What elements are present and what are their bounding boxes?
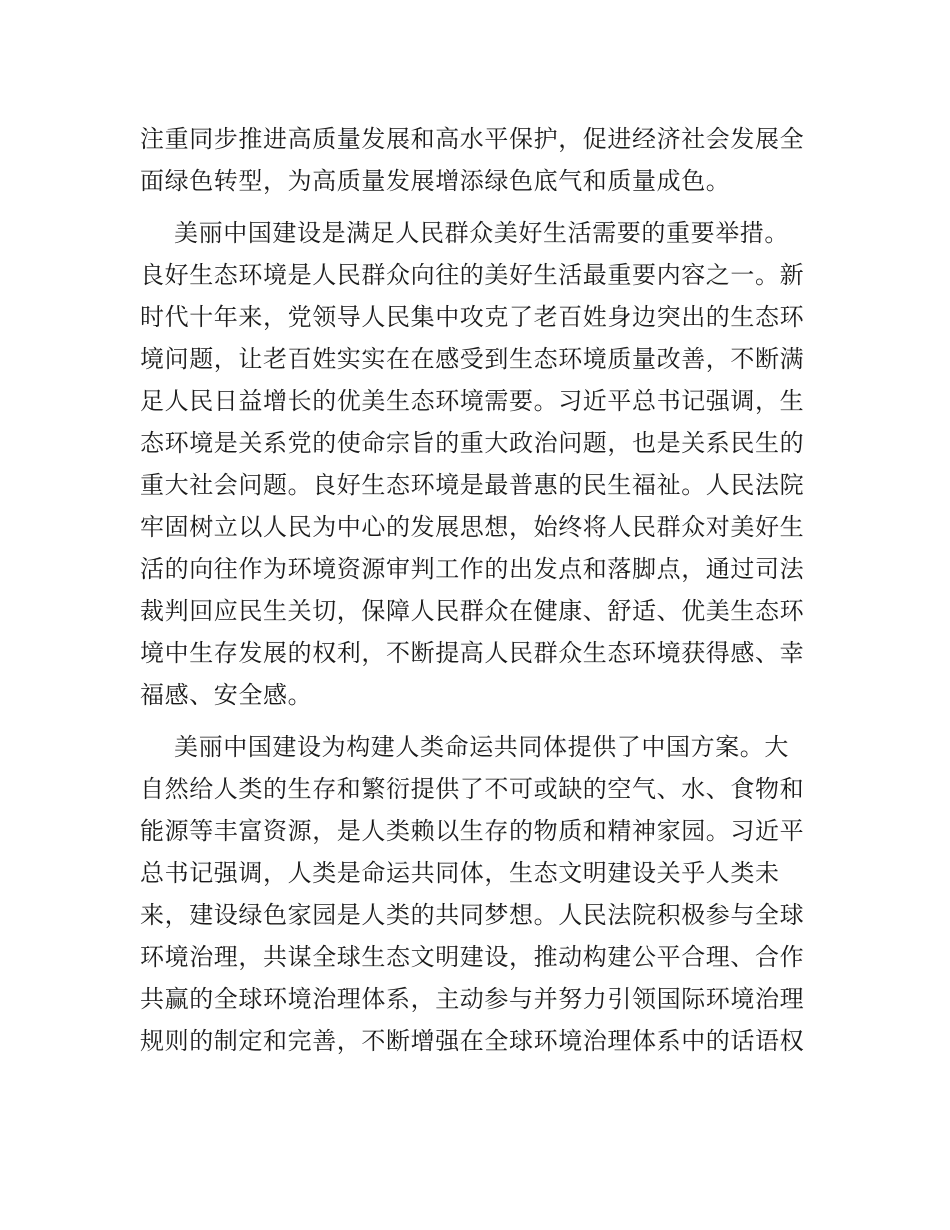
paragraph-2 <box>140 212 812 716</box>
text-line: 规则的制定和完善，不断增强在全球环境治理体系中的话语权 <box>140 1027 805 1055</box>
text-line: 态环境是关系党的使命宗旨的重大政治问题，也是关系民生的 <box>140 429 805 457</box>
text-line: 境中生存发展的权利，不断提高人民群众生态环境获得感、幸 <box>140 639 805 667</box>
document-body <box>140 118 812 1062</box>
text-line: 重大社会问题。良好生态环境是最普惠的民生福祉。人民法院 <box>140 471 805 499</box>
text-line: 共赢的全球环境治理体系，主动参与并努力引领国际环境治理 <box>140 985 805 1013</box>
text-line: 境问题，让老百姓实实在在感受到生态环境质量改善，不断满 <box>140 345 805 373</box>
text-line: 环境治理，共谋全球生态文明建设，推动构建公平合理、合作 <box>140 943 805 971</box>
paragraph-1 <box>140 118 812 202</box>
text-line: 来，建设绿色家园是人类的共同梦想。人民法院积极参与全球 <box>140 901 805 929</box>
text-line: 福感、安全感。 <box>140 681 313 709</box>
text-line: 自然给人类的生存和繁衍提供了不可或缺的空气、水、食物和 <box>140 775 805 803</box>
text-line: 注重同步推进高质量发展和高水平保护，促进经济社会发展全 <box>140 125 805 153</box>
text-line: 良好生态环境是人民群众向往的美好生活最重要内容之一。新 <box>140 261 805 289</box>
text-line: 时代十年来，党领导人民集中攻克了老百姓身边突出的生态环 <box>140 303 805 331</box>
text-line: 裁判回应民生关切，保障人民群众在健康、舒适、优美生态环 <box>140 597 805 625</box>
text-line: 牢固树立以人民为中心的发展思想，始终将人民群众对美好生 <box>140 513 805 541</box>
text-line: 总书记强调，人类是命运共同体，生态文明建设关乎人类未 <box>140 859 780 887</box>
text-line: 美丽中国建设是满足人民群众美好生活需要的重要举措。 <box>174 219 789 247</box>
text-line: 面绿色转型，为高质量发展增添绿色底气和质量成色。 <box>140 167 731 195</box>
text-line: 活的向往作为环境资源审判工作的出发点和落脚点，通过司法 <box>140 555 805 583</box>
text-line: 美丽中国建设为构建人类命运共同体提供了中国方案。大 <box>174 733 789 761</box>
paragraph-3 <box>140 726 812 1062</box>
text-line: 足人民日益增长的优美生态环境需要。习近平总书记强调，生 <box>140 387 805 415</box>
text-line: 能源等丰富资源，是人类赖以生存的物质和精神家园。习近平 <box>140 817 805 845</box>
